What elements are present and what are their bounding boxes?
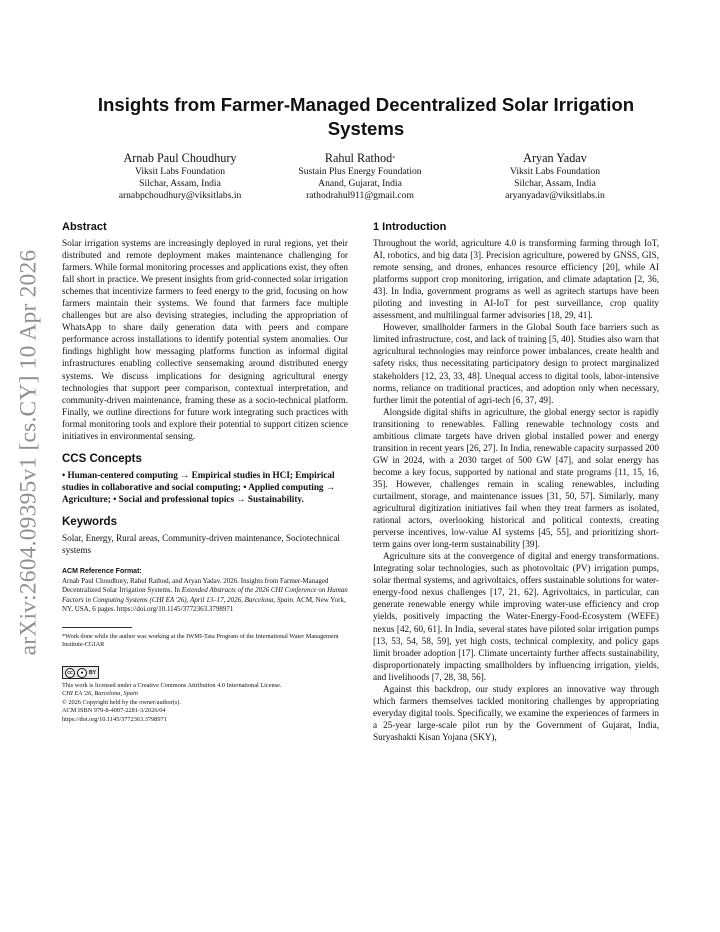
acm-reference-text: [62, 577, 348, 615]
title-line-1: Insights from Farmer-Managed Decentralized Solar Irrigation: [97, 94, 635, 115]
cc-by-license-badge[interactable]: [62, 666, 99, 679]
author-affiliation: Viksit Labs Foundation: [509, 166, 601, 177]
author-location: Silchar, Assam, India: [514, 178, 596, 189]
author-name: Aryan Yadav: [523, 151, 587, 165]
author-location: Anand, Gujarat, India: [318, 178, 402, 189]
intro-paragraph-3: Alongside digital shifts in agriculture, the global energy sector is rapidly transitioning to renewables. Falling renewable technology costs and ambitious climate targets have driven global installed power and energy transition in recent years [26, 27]. In India, renewable capacity surpassed 200 GW in 2024, with a 2030 target of 500 GW [47], and solar energy has become a key focus, supported by national and state programs [11, 15, 16, 35]. However, challenges remain in scaling renewables, including curtailment, storage, and maintenance issues [31, 50, 57]. Similarly, many agricultural digitization initiatives fail when they treat farmers as isolated, rational actors, overlooking historical and political contexts, creating perverse incentives, low-value AI systems [45, 55], and prioritizing short-term gains over long-term sustainability [39].: [373, 406, 659, 550]
intro-paragraph-4: Agriculture sits at the convergence of digital and energy transformations. Integrating solar technologies, such as photovoltaic (PV) irrigation pumps, solar thermal systems, and agrivoltaics, offers sustainable solutions for water-energy-food nexus challenges [17, 21, 62]. Agrivoltaics, in particular, can generate renewable energy while improving water-use efficiency and crop yields, positively impacting the Water-Energy-Food-Ecosystem (WEFE) nexus [42, 60, 61]. In India, several states have piloted solar irrigation pumps [13, 53, 54, 58, 59], yet high costs, technical complexity, and policy gaps limit broader adoption [17]. Climate uncertainty further affects sustainability, disproportionately impacting smallholders by influencing irrigation, yields, and livelihoods [7, 28, 38, 56].: [373, 551, 659, 682]
left-column: [62, 220, 348, 724]
author-block-2: [270, 150, 450, 202]
acm-reference-venue: Extended Abstracts of the 2026 CHI Conference on Human Factors in Computing Systems (CHI EA '26), April 13–17, 2026, Barcelona, Spain.: [62, 586, 348, 604]
abstract-heading: Abstract: [62, 221, 107, 233]
acm-reference-citation: Arnab Paul Choudhury, Rahul Rathod, and Aryan Yadav. 2026. Insights from Farmer-Managed Decentralized Solar Irrigation Systems. In: [62, 576, 329, 595]
author-email: rathodrahul911@gmail.com: [306, 190, 414, 201]
intro-paragraph-5: Against this backdrop, our study explores an innovative way through which farmers themselves tackled monitoring challenges by appropriating everyday digital tools. Specifically, we examine the experiences of farmers in a 25-year large-scale pilot run by the Government of Gujarat, India, Suryashakti Kisan Yojana (SKY),: [373, 683, 659, 742]
author-email: aryanyadav@viksitlabs.in: [505, 190, 605, 201]
by-label: BY: [89, 669, 96, 676]
introduction-heading: 1 Introduction: [373, 221, 447, 233]
license-line: This work is licensed under a Creative Commons Attribution 4.0 International License.: [62, 682, 282, 690]
author-footnote-mark: *: [392, 156, 396, 162]
footnote-rule: [62, 627, 132, 628]
title-line-2: Systems: [327, 118, 405, 139]
isbn-line: ACM ISBN 979-8-4007-2281-3/2026/04: [62, 707, 166, 715]
paper-title: [66, 93, 666, 141]
author-name-wrap: [270, 150, 450, 166]
keywords-text: Solar, Energy, Rural areas, Community-driven maintenance, Sociotechnical systems: [62, 533, 340, 556]
ccs-heading: CCS Concepts: [62, 452, 142, 465]
intro-paragraph-2: However, smallholder farmers in the Global South face barriers such as limited infrastructure, cost, and lack of training [5, 40]. Studies also warn that agricultural technologies may reinforce power imbalances, create health and safety risks, thus necessitating participatory design to protect marginalized stakeholders [12, 23, 33, 48]. Unequal access to digital tools, labor-intensive norms, reliance on traditional practices, and adoption only when necessary, further limit the potential of agri-tech [6, 37, 49].: [373, 322, 659, 405]
copyright-line: © 2026 Copyright held by the owner/author(s).: [62, 698, 181, 706]
intro-paragraph-1: Throughout the world, agriculture 4.0 is transforming farming through IoT, AI, robotics, and big data [3]. Precision agriculture, powered by GNSS, GIS, remote sensing, and drones, enhances resource efficiency [20], while AI platforms support crop monitoring, irrigation, and climate adaptation [2, 36, 43]. In India, government programs as well as agritech startups have been piloting and investing in AI-IoT for pest surveillance, crop quality assessment, and multilingual farmer advisories [18, 29, 41].: [373, 238, 659, 321]
ccs-text: • Human-centered computing → Empirical studies in HCI; Empirical studies in collaborative and social computing; • Applied computing → Agriculture; • Social and professional topics → Sustainability.: [62, 469, 336, 505]
author-affiliation: Sustain Plus Energy Foundation: [298, 166, 422, 177]
abstract-text: Solar irrigation systems are increasingly deployed in rural regions, yet their distributed and remote deployment makes maintenance challenging for farmers. While formal monitoring processes and applications exist, they often fall short in practice. We present insights from grid-connected solar irrigation schemes that incentivize farmers to feed energy to the grid, focusing on how farmers maintain their systems. We found that farmers face multiple challenges but are also devising strategies, including the appropriation of WhatsApp to share daily generation data with peers and compare performance across installations to identify potential system anomalies. Our findings highlight how messaging platforms function as informal digital infrastructures enabling collective sensemaking around distributed energy systems. We discuss implications for designing agricultural energy technologies that support peer comparison, contextual interpretation, and community-driven maintenance, framing these as a socio-technical platform. Finally, we outline directions for future work integrating such practices with formal monitoring tools and explore their potential to support citizen science initiatives in environmental sensing.: [62, 238, 348, 441]
author-footnote: *Work done while the author was working at the IWMI-Tata Program of the International Water Management Institute-CGIAR: [62, 632, 339, 649]
arxiv-identifier: [14, 249, 44, 655]
acm-reference-doi: ACM, New York, NY, USA, 6 pages. https://doi.org/10.1145/3772363.3798971: [62, 595, 346, 614]
acm-reference-heading: ACM Reference Format:: [62, 567, 142, 575]
doi-line: https://doi.org/10.1145/3772363.3798971: [62, 715, 167, 723]
keywords-heading: Keywords: [62, 516, 117, 529]
arxiv-stamp-text: arXiv:2604.09395v1 [cs.CY] 10 Apr 2026: [15, 249, 42, 655]
conference-line: CHI EA '26, Barcelona, Spain: [62, 690, 138, 698]
author-block-3: [460, 150, 650, 202]
license-block: [62, 682, 348, 724]
author-location: Silchar, Assam, India: [139, 178, 221, 189]
creative-commons-icon: cc: [65, 668, 75, 678]
author-affiliation: Viksit Labs Foundation: [134, 166, 226, 177]
author-name: Rahul Rathod: [324, 151, 393, 165]
author-name: Arnab Paul Choudhury: [123, 151, 237, 165]
right-column: [373, 220, 659, 743]
attribution-icon: ●: [77, 668, 87, 678]
author-email: arnabpchoudhury@viksitlabs.in: [118, 190, 242, 201]
author-block-1: [90, 150, 270, 202]
